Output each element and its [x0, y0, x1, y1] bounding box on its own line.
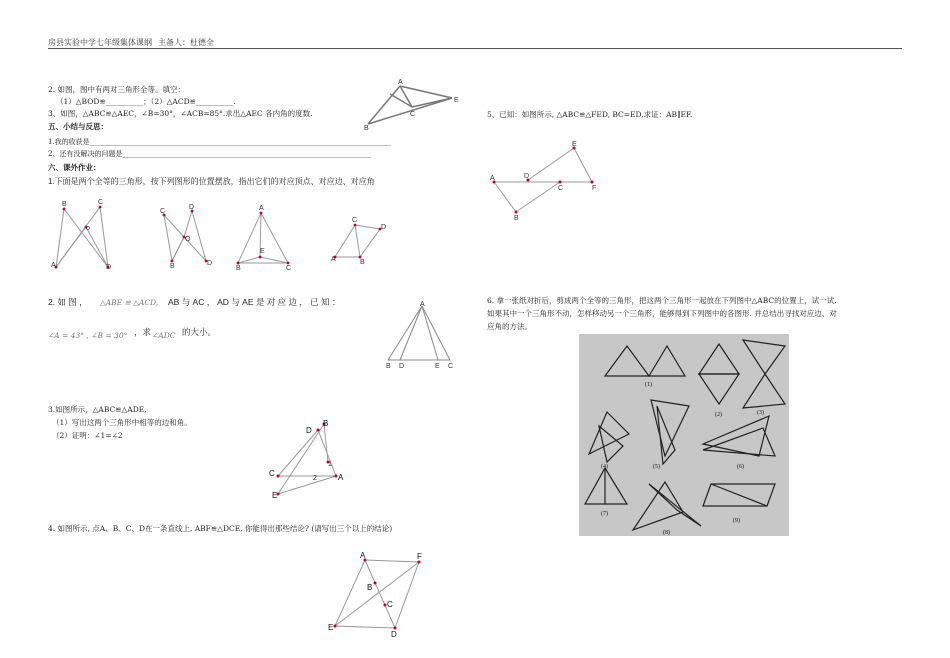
- svg-text:C: C: [98, 199, 104, 206]
- q2-title: 2. 如图，图中有两对三角形全等。填空：: [48, 85, 186, 94]
- svg-text:B: B: [323, 419, 329, 428]
- svg-text:E: E: [454, 97, 459, 104]
- q3-text: 3、如图，△ABC≌△AEC，∠B=30°，∠ACB=85°.求出△AEC 各内角的度数.: [48, 109, 313, 118]
- homework4: 4. 如图所示, 点A、B、C、D在一条直线上, ABF≌△DCE, 你能得出那些结论? (请写出三个以上的结论): [48, 524, 393, 533]
- homework2-eq3: ∠ADC: [152, 331, 176, 340]
- svg-text:o: o: [86, 225, 90, 232]
- svg-text:E: E: [260, 248, 265, 255]
- svg-text:E: E: [272, 491, 278, 500]
- svg-text:B: B: [364, 125, 369, 132]
- svg-text:D: D: [391, 630, 397, 639]
- header-rule: [48, 48, 902, 49]
- svg-text:E: E: [435, 363, 440, 370]
- svg-text:A: A: [338, 473, 344, 482]
- svg-text:C: C: [387, 600, 393, 609]
- svg-text:C: C: [269, 469, 275, 478]
- question6-figure-photo: [579, 334, 789, 536]
- svg-text:C: C: [286, 265, 292, 272]
- svg-text:D: D: [381, 224, 387, 231]
- question6-line1: 6. 拿一张纸对折后，剪成两个全等的三角形，把这两个三角形一起放在下列图中△ABC的位置上，试一试,: [487, 296, 837, 305]
- svg-text:B: B: [62, 201, 67, 208]
- section5-line2: 2、还有没解决的问题是_______________________________________________________________________: [48, 150, 371, 158]
- svg-text:2: 2: [313, 475, 317, 482]
- homework2-c: ，求: [134, 327, 152, 337]
- caption-1: (1): [645, 382, 652, 388]
- svg-text:B: B: [360, 259, 365, 266]
- section5-title: 五、小结与反思：: [48, 122, 108, 131]
- svg-text:B: B: [386, 363, 391, 370]
- figure-homework1: [48, 195, 387, 295]
- svg-text:A: A: [398, 79, 403, 86]
- svg-text:B: B: [514, 215, 519, 222]
- question6-line3: 应角的方法。: [487, 322, 532, 331]
- caption-7: (7): [601, 511, 608, 517]
- svg-text:B: B: [170, 263, 175, 270]
- q2-fill: （1）△BOD≌__________；（2）△ACD≌__________.: [56, 97, 236, 106]
- svg-text:A: A: [420, 301, 425, 308]
- caption-4: (4): [601, 464, 608, 470]
- homework1: 1.下面是两个全等的三角形，按下列图形的位置摆放，指出它们的对应顶点、对应边、对应角: [48, 177, 375, 186]
- caption-5: (5): [653, 464, 660, 470]
- svg-text:D: D: [106, 264, 112, 271]
- svg-text:C: C: [448, 363, 454, 370]
- svg-text:E: E: [328, 623, 334, 632]
- figure-homework2: [384, 302, 454, 372]
- svg-text:F: F: [592, 185, 597, 192]
- question6-line2: 如果其中一个三角形不动，怎样移动另一个三角形，能够得到下列图中的各图形. 并总结出寻找对应边、对: [487, 309, 837, 318]
- svg-text:F: F: [417, 552, 422, 561]
- homework3-part1: （1）写出这两个三角形中相等的边和角。: [52, 418, 192, 427]
- section6-title: 六、课外作业：: [48, 163, 101, 172]
- homework3-title: 3.如图所示，△ABC≌△ADE,: [48, 405, 147, 414]
- section5-line1: 1.我的收获是______________________________________________________________________________________: [48, 138, 391, 146]
- svg-text:D: D: [399, 363, 405, 370]
- question5: 5、已知：如图所示, △ABC≌△FED, BC=ED,求证：AB∥EF.: [487, 110, 693, 119]
- caption-2: (2): [715, 412, 722, 418]
- svg-text:A: A: [51, 262, 56, 269]
- figure-question5: [488, 140, 608, 220]
- homework2-eq1: △ABE ≌ △ACD,: [100, 298, 159, 307]
- caption-6: (6): [737, 464, 744, 470]
- svg-text:D: D: [524, 173, 530, 180]
- svg-text:C: C: [410, 111, 416, 118]
- svg-text:A: A: [259, 205, 264, 212]
- caption-8: (8): [663, 530, 670, 536]
- svg-text:C: C: [160, 208, 166, 215]
- figure-q2: [360, 80, 470, 130]
- homework2-b: AB 与 AC ， AD 与 AE 是 对 应 边 ， 已 知 ：: [168, 297, 341, 307]
- svg-text:B: B: [367, 583, 373, 592]
- svg-text:D: D: [207, 260, 213, 267]
- homework2-a: 2. 如 图 ，: [48, 297, 88, 307]
- svg-text:O: O: [185, 236, 191, 243]
- figure-homework3: [268, 420, 348, 500]
- svg-text:C: C: [558, 185, 564, 192]
- svg-text:B: B: [236, 265, 241, 272]
- caption-9: (9): [733, 518, 740, 524]
- svg-text:D: D: [189, 204, 195, 211]
- svg-text:D: D: [306, 426, 312, 435]
- homework2-eq2: ∠A = 43° , ∠B = 30°: [48, 331, 128, 340]
- homework3-part2: （2）证明：∠1=∠2: [52, 431, 123, 440]
- figure-homework4: [327, 550, 427, 640]
- svg-text:A: A: [360, 551, 366, 560]
- svg-text:A: A: [331, 256, 336, 263]
- svg-text:A: A: [490, 175, 495, 182]
- svg-text:E: E: [572, 141, 577, 148]
- header-school: 房县实验中学七年级集体课纲: [48, 38, 152, 47]
- caption-3: (3): [757, 410, 764, 416]
- header-preparer: 主备人：杜德全: [158, 38, 214, 47]
- homework2-d: 的大小。: [182, 327, 217, 337]
- svg-text:1: 1: [328, 461, 332, 468]
- svg-text:C: C: [352, 217, 358, 224]
